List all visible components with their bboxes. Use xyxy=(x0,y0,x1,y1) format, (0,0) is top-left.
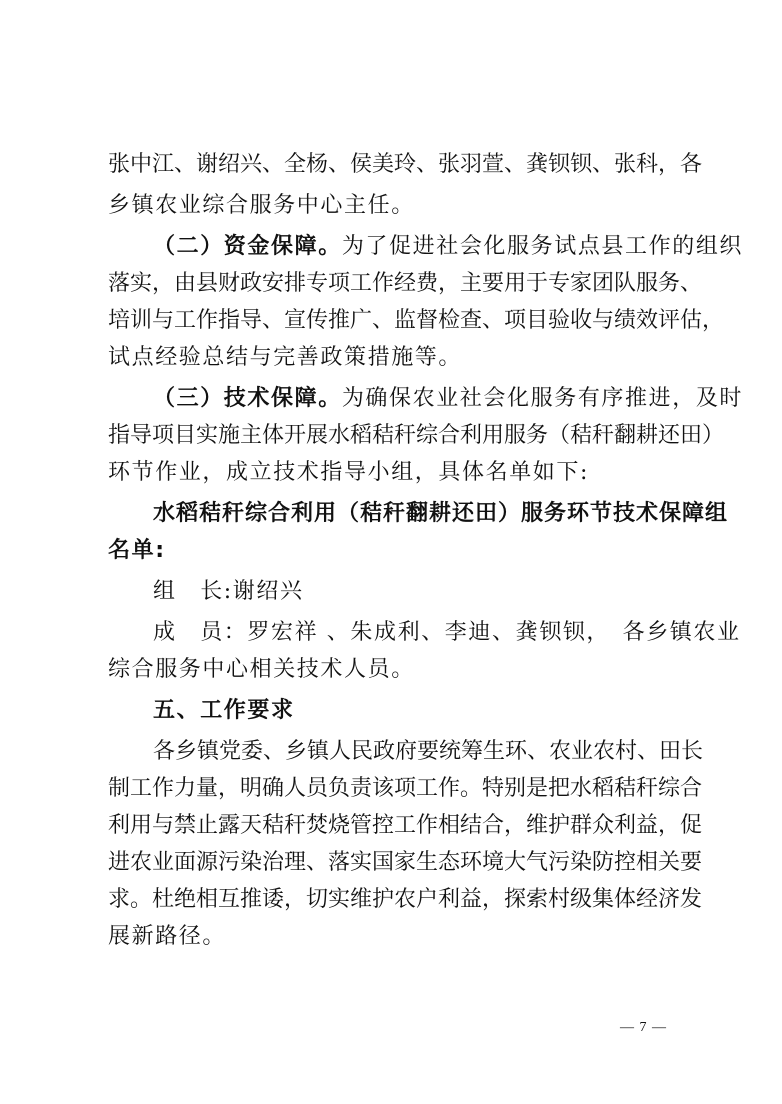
team-members-continued: 综合服务中心相关技术人员。 xyxy=(108,657,415,682)
team-leader: 组 长:谢绍兴 xyxy=(153,579,304,604)
section-2-text: 为了促进社会化服务试点县工作的组织 xyxy=(341,234,744,259)
body-line-17: 制工作力量，明确人员负责该项工作。特别是把水稻秸秆综合 xyxy=(108,776,703,801)
section-2-title: （二）资金保障。 xyxy=(153,234,342,259)
section-2-line xyxy=(153,232,744,262)
body-line-21: 展新路径。 xyxy=(108,924,227,949)
section-3-text: 为确保农业社会化服务有序推进，及时 xyxy=(341,386,744,411)
body-line-18: 利用与禁止露天秸秆焚烧管控工作相结合，维护群众利益，促 xyxy=(108,813,703,838)
section-5-heading: 五、工作要求 xyxy=(153,698,295,723)
body-line-8: 指导项目实施主体开展水稻秸秆综合利用服务（秸秆翻耕还田） xyxy=(108,423,725,448)
body-line-19: 进农业面源污染治理、落实国家生态环境大气污染防控相关要 xyxy=(108,850,703,875)
body-line-9: 环节作业，成立技术指导小组，具体名单如下: xyxy=(108,460,590,485)
list-title-line-2: 名单: xyxy=(108,538,166,563)
page-number: — 7 — xyxy=(620,1020,667,1035)
body-line-4: 落实，由县财政安排专项工作经费，主要用于专家团队服务、 xyxy=(108,271,703,296)
body-line-20: 求。杜绝相互推诿，切实维护农户利益，探索村级集体经济发 xyxy=(108,887,703,912)
body-line-6: 试点经验总结与完善政策措施等。 xyxy=(108,345,463,370)
section-3-title: （三）技术保障。 xyxy=(153,386,342,411)
team-members: 成 员：罗宏祥 、朱成利、李迪、龚钡钡， 各乡镇农业 xyxy=(153,620,741,645)
list-title-line-1: 水稻秸秆综合利用（秸秆翻耕还田）服务环节技术保障组 xyxy=(153,501,729,526)
body-line-16: 各乡镇党委、乡镇人民政府要统筹生环、农业农村、田长 xyxy=(153,739,704,764)
body-line-1: 张中江、谢绍兴、全杨、侯美玲、张羽萱、龚钡钡、张科，各 xyxy=(108,152,703,177)
body-line-2: 乡镇农业综合服务中心主任。 xyxy=(108,193,415,218)
section-3-line xyxy=(153,384,744,414)
body-line-5: 培训与工作指导、宣传推广、监督检查、项目验收与绩效评估， xyxy=(108,308,725,333)
